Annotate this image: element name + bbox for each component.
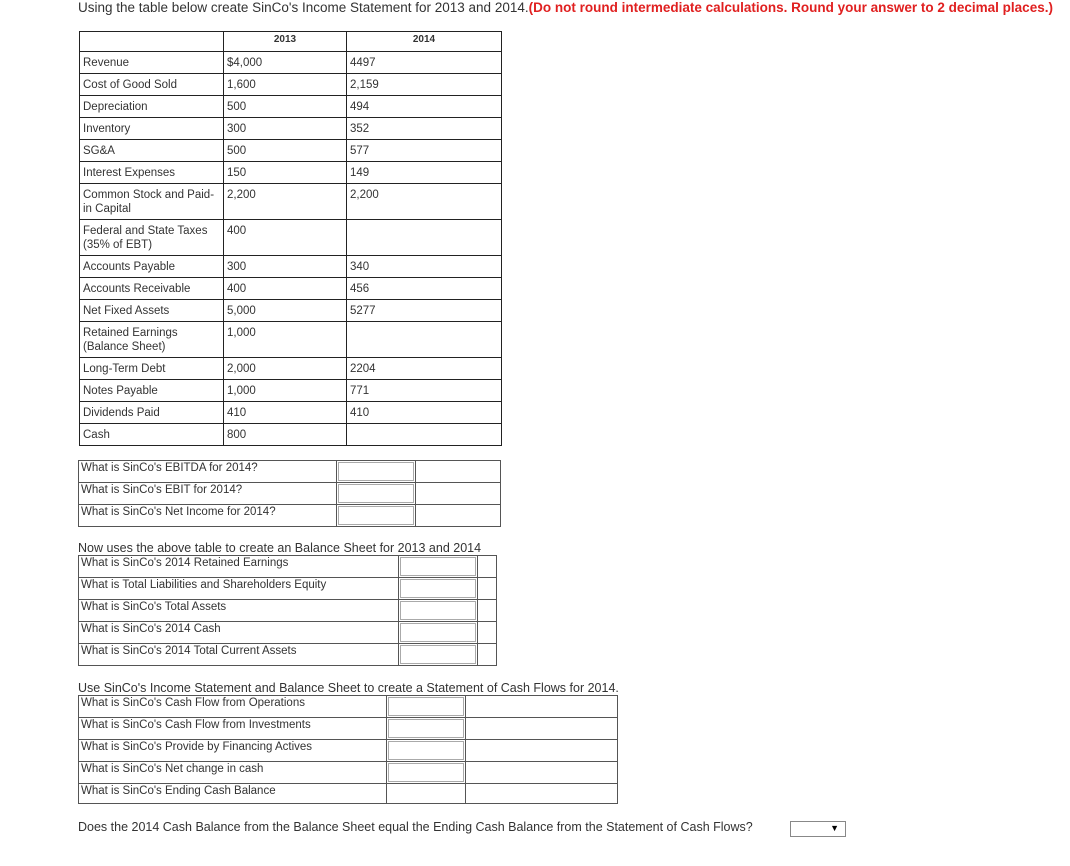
- value-2014: 4497: [347, 52, 502, 74]
- table-row: [80, 118, 502, 140]
- answer-retained-earnings-input[interactable]: [400, 557, 476, 576]
- row-label: Retained Earnings (Balance Sheet): [80, 322, 224, 358]
- table-row: [80, 184, 502, 220]
- question-row: [79, 461, 501, 483]
- table-row: [80, 380, 502, 402]
- row-label: Interest Expenses: [80, 162, 224, 184]
- question-row: [79, 784, 618, 804]
- table-row: [80, 52, 502, 74]
- value-2013: 300: [224, 256, 347, 278]
- answer-cf-operations-input[interactable]: [388, 697, 464, 716]
- answer-total-current-assets-input[interactable]: [400, 645, 476, 664]
- question-2014-cash: What is SinCo's 2014 Cash: [79, 622, 399, 644]
- value-2014: 5277: [347, 300, 502, 322]
- question-retained-earnings: What is SinCo's 2014 Retained Earnings: [79, 556, 399, 578]
- value-2014: 2,200: [347, 184, 502, 220]
- row-label: Inventory: [80, 118, 224, 140]
- table-row: [80, 424, 502, 446]
- row-label: Accounts Receivable: [80, 278, 224, 300]
- value-2014: 149: [347, 162, 502, 184]
- answer-net-income-input[interactable]: [338, 506, 414, 525]
- answer-total-liabilities-equity-input[interactable]: [400, 579, 476, 598]
- value-2014: 494: [347, 96, 502, 118]
- value-2014: 410: [347, 402, 502, 424]
- value-2014: 771: [347, 380, 502, 402]
- value-2013: 400: [224, 220, 347, 256]
- cash-balance-dropdown[interactable]: [790, 821, 846, 837]
- question-row: [79, 622, 497, 644]
- cashflow-heading: Use SinCo's Income Statement and Balance Sheet to create a Statement of Cash Flows for 2014.: [78, 681, 619, 695]
- value-2013: 150: [224, 162, 347, 184]
- table-row: [80, 278, 502, 300]
- value-2013: 800: [224, 424, 347, 446]
- cashflow-questions-table: [78, 695, 618, 804]
- answer-cf-financing-input[interactable]: [388, 741, 464, 760]
- header-label: [80, 32, 224, 52]
- value-2013: 1,000: [224, 380, 347, 402]
- value-2014: [347, 322, 502, 358]
- value-2014: [347, 424, 502, 446]
- instructions: [78, 0, 1053, 15]
- value-2013: 5,000: [224, 300, 347, 322]
- question-net-change-cash: What is SinCo's Net change in cash: [79, 762, 387, 784]
- question-row: [79, 483, 501, 505]
- table-row: [80, 358, 502, 380]
- row-label: Common Stock and Paid-in Capital: [80, 184, 224, 220]
- row-label: Depreciation: [80, 96, 224, 118]
- table-row: [80, 402, 502, 424]
- question-total-assets: What is SinCo's Total Assets: [79, 600, 399, 622]
- table-row: [80, 140, 502, 162]
- balance-questions-table: [78, 555, 497, 666]
- question-ebitda: What is SinCo's EBITDA for 2014?: [79, 461, 337, 483]
- question-cf-operations: What is SinCo's Cash Flow from Operations: [79, 696, 387, 718]
- value-2014: 2204: [347, 358, 502, 380]
- question-row: [79, 740, 618, 762]
- dropdown-arrow-icon: ▼: [830, 823, 839, 833]
- question-total-liabilities-equity: What is Total Liabilities and Shareholders Equity: [79, 578, 399, 600]
- answer-2014-cash-input[interactable]: [400, 623, 476, 642]
- final-question: Does the 2014 Cash Balance from the Balance Sheet equal the Ending Cash Balance from the Statement of Cash Flows?: [78, 820, 753, 834]
- answer-cf-investments-input[interactable]: [388, 719, 464, 738]
- table-row: [80, 300, 502, 322]
- value-2014: 352: [347, 118, 502, 140]
- value-2014: [347, 220, 502, 256]
- row-label: Revenue: [80, 52, 224, 74]
- value-2013: $4,000: [224, 52, 347, 74]
- question-row: [79, 762, 618, 784]
- instruction-note: (Do not round intermediate calculations. Round your answer to 2 decimal places.): [528, 0, 1053, 15]
- question-row: [79, 556, 497, 578]
- table-header-row: [80, 32, 502, 52]
- row-label: Cost of Good Sold: [80, 74, 224, 96]
- question-ending-cash: What is SinCo's Ending Cash Balance: [79, 784, 387, 804]
- value-2013: 410: [224, 402, 347, 424]
- answer-net-change-cash-input[interactable]: [388, 763, 464, 782]
- header-2014: 2014: [347, 32, 502, 52]
- value-2013: 500: [224, 140, 347, 162]
- question-row: [79, 718, 618, 740]
- question-cf-financing: What is SinCo's Provide by Financing Actives: [79, 740, 387, 762]
- income-questions-table: [78, 460, 501, 527]
- question-ebit: What is SinCo's EBIT for 2014?: [79, 483, 337, 505]
- value-2013: 400: [224, 278, 347, 300]
- question-row: [79, 600, 497, 622]
- answer-ebitda-input[interactable]: [338, 462, 414, 481]
- row-label: Net Fixed Assets: [80, 300, 224, 322]
- question-total-current-assets: What is SinCo's 2014 Total Current Assets: [79, 644, 399, 666]
- answer-ebit-input[interactable]: [338, 484, 414, 503]
- table-row: [80, 322, 502, 358]
- table-row: [80, 256, 502, 278]
- value-2013: 2,200: [224, 184, 347, 220]
- value-2013: 300: [224, 118, 347, 140]
- value-2014: 456: [347, 278, 502, 300]
- table-row: [80, 74, 502, 96]
- table-row: [80, 220, 502, 256]
- row-label: Notes Payable: [80, 380, 224, 402]
- value-2014: 577: [347, 140, 502, 162]
- question-net-income: What is SinCo's Net Income for 2014?: [79, 505, 337, 527]
- value-2013: 2,000: [224, 358, 347, 380]
- question-row: [79, 578, 497, 600]
- value-2013: 500: [224, 96, 347, 118]
- value-2013: 1,600: [224, 74, 347, 96]
- question-row: [79, 644, 497, 666]
- row-label: Accounts Payable: [80, 256, 224, 278]
- question-row: [79, 505, 501, 527]
- question-row: [79, 696, 618, 718]
- value-2014: 2,159: [347, 74, 502, 96]
- question-cf-investments: What is SinCo's Cash Flow from Investments: [79, 718, 387, 740]
- instruction-text: Using the table below create SinCo's Income Statement for 2013 and 2014.: [78, 0, 529, 15]
- value-2014: 340: [347, 256, 502, 278]
- data-table: [79, 31, 502, 446]
- answer-total-assets-input[interactable]: [400, 601, 476, 620]
- header-2013: 2013: [224, 32, 347, 52]
- row-label: Cash: [80, 424, 224, 446]
- row-label: Long-Term Debt: [80, 358, 224, 380]
- table-row: [80, 162, 502, 184]
- row-label: Federal and State Taxes (35% of EBT): [80, 220, 224, 256]
- row-label: SG&A: [80, 140, 224, 162]
- value-2013: 1,000: [224, 322, 347, 358]
- row-label: Dividends Paid: [80, 402, 224, 424]
- balance-heading: Now uses the above table to create an Balance Sheet for 2013 and 2014: [78, 541, 482, 555]
- table-row: [80, 96, 502, 118]
